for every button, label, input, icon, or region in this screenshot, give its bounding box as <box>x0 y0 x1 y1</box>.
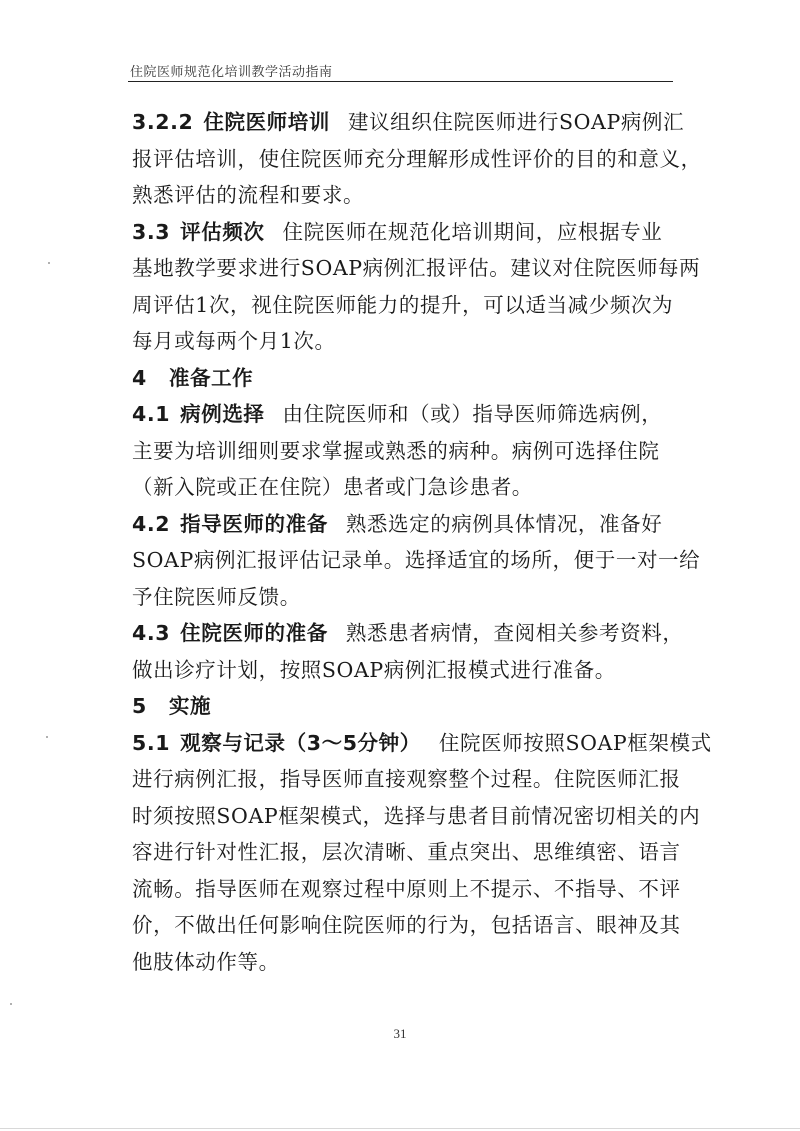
paragraph-5-1-line-6: 价，不做出任何影响住院医师的行为，包括语言、眼神及其 <box>132 913 681 937</box>
section-number: 3.2.2 <box>132 110 194 134</box>
paragraph-3-3-line-2: 基地教学要求进行SOAP病例汇报评估。建议对住院医师每两 <box>132 256 701 280</box>
paragraph-4-2-line-3: 予住院医师反馈。 <box>132 584 301 609</box>
paragraph-text: 住院医师按照SOAP框架模式 <box>438 730 712 755</box>
paragraph-5-1-line-3: 时须按照SOAP框架模式，选择与患者目前情况密切相关的内 <box>132 803 701 828</box>
paragraph-text: 住院医师在规范化培训期间，应根据专业 <box>282 219 663 244</box>
paragraph-3-3-line-3: 周评估1次，视住院医师能力的提升，可以适当减少频次为 <box>132 292 674 317</box>
paragraph-4-1-line-3: （新入院或正在住院）患者或门急诊患者。 <box>132 475 533 499</box>
scan-speck <box>10 1003 12 1005</box>
paragraph-4-2-line-1 <box>132 506 672 543</box>
paragraph-3-3-line-1 <box>132 214 672 251</box>
paragraph-4-3-line-1 <box>132 615 684 652</box>
section-number: 4 <box>132 365 147 390</box>
section-title: 准备工作 <box>168 365 254 390</box>
paragraph-4-3-line-2: 做出诊疗计划，按照SOAP病例汇报模式进行准备。 <box>132 657 616 682</box>
paragraph-5-1-line-7: 他肢体动作等。 <box>132 949 280 974</box>
paragraph-3-2-2-line-2: 报评估培训，使住院医师充分理解形成性评价的目的和意义， <box>132 146 702 171</box>
paragraph-3-2-2-line-3: 熟悉评估的流程和要求。 <box>132 183 365 207</box>
section-title: 指导医师的准备 <box>180 511 328 536</box>
section-number: 4.1 <box>132 402 171 426</box>
section-title: 实施 <box>168 694 212 718</box>
paragraph-4-2-line-2: SOAP病例汇报评估记录单。选择适宜的场所，便于一对一给 <box>132 548 701 572</box>
section-title: 观察与记录（3～5分钟） <box>180 730 421 755</box>
section-title: 病例选择 <box>180 402 265 426</box>
section-title: 评估频次 <box>180 219 265 244</box>
section-number: 3.3 <box>132 219 171 244</box>
paragraph-3-2-2-line-1 <box>132 104 685 141</box>
scan-speck <box>46 736 48 738</box>
section-heading-4 <box>132 360 672 397</box>
body-text <box>132 104 712 980</box>
section-title: 住院医师培训 <box>203 110 330 134</box>
paragraph-5-1-line-1 <box>132 725 712 762</box>
paragraph-text: 熟悉患者病情，查阅相关参考资料， <box>345 621 684 645</box>
paragraph-5-1-line-5: 流畅。指导医师在观察过程中原则上不提示、不指导、不评 <box>132 876 681 901</box>
section-heading-5 <box>132 688 672 725</box>
paragraph-text: 由住院医师和（或）指导医师筛选病例， <box>282 402 663 426</box>
paragraph-3-3-line-4: 每月或每两个月1次。 <box>132 329 336 353</box>
paragraph-5-1-line-2: 进行病例汇报，指导医师直接观察整个过程。住院医师汇报 <box>132 767 681 791</box>
section-number: 4.2 <box>132 511 171 536</box>
paragraph-text: 熟悉选定的病例具体情况，准备好 <box>345 511 663 536</box>
section-number: 5.1 <box>132 730 171 755</box>
paragraph-text: 建议组织住院医师进行SOAP病例汇 <box>347 110 685 134</box>
header-rule <box>128 81 673 82</box>
scan-bottom-edge <box>0 1128 800 1129</box>
section-title: 住院医师的准备 <box>180 621 328 645</box>
paragraph-4-1-line-2: 主要为培训细则要求掌握或熟悉的病种。病例可选择住院 <box>132 438 660 463</box>
scan-speck <box>48 262 50 264</box>
paragraph-5-1-line-4: 容进行针对性汇报，层次清晰、重点突出、思维缜密、语言 <box>132 840 681 864</box>
paragraph-4-1-line-1 <box>132 396 672 433</box>
page-number: 31 <box>393 1026 407 1041</box>
section-number: 4.3 <box>132 621 171 645</box>
section-number: 5 <box>132 694 147 718</box>
running-header: 住院医师规范化培训教学活动指南 <box>130 65 333 80</box>
